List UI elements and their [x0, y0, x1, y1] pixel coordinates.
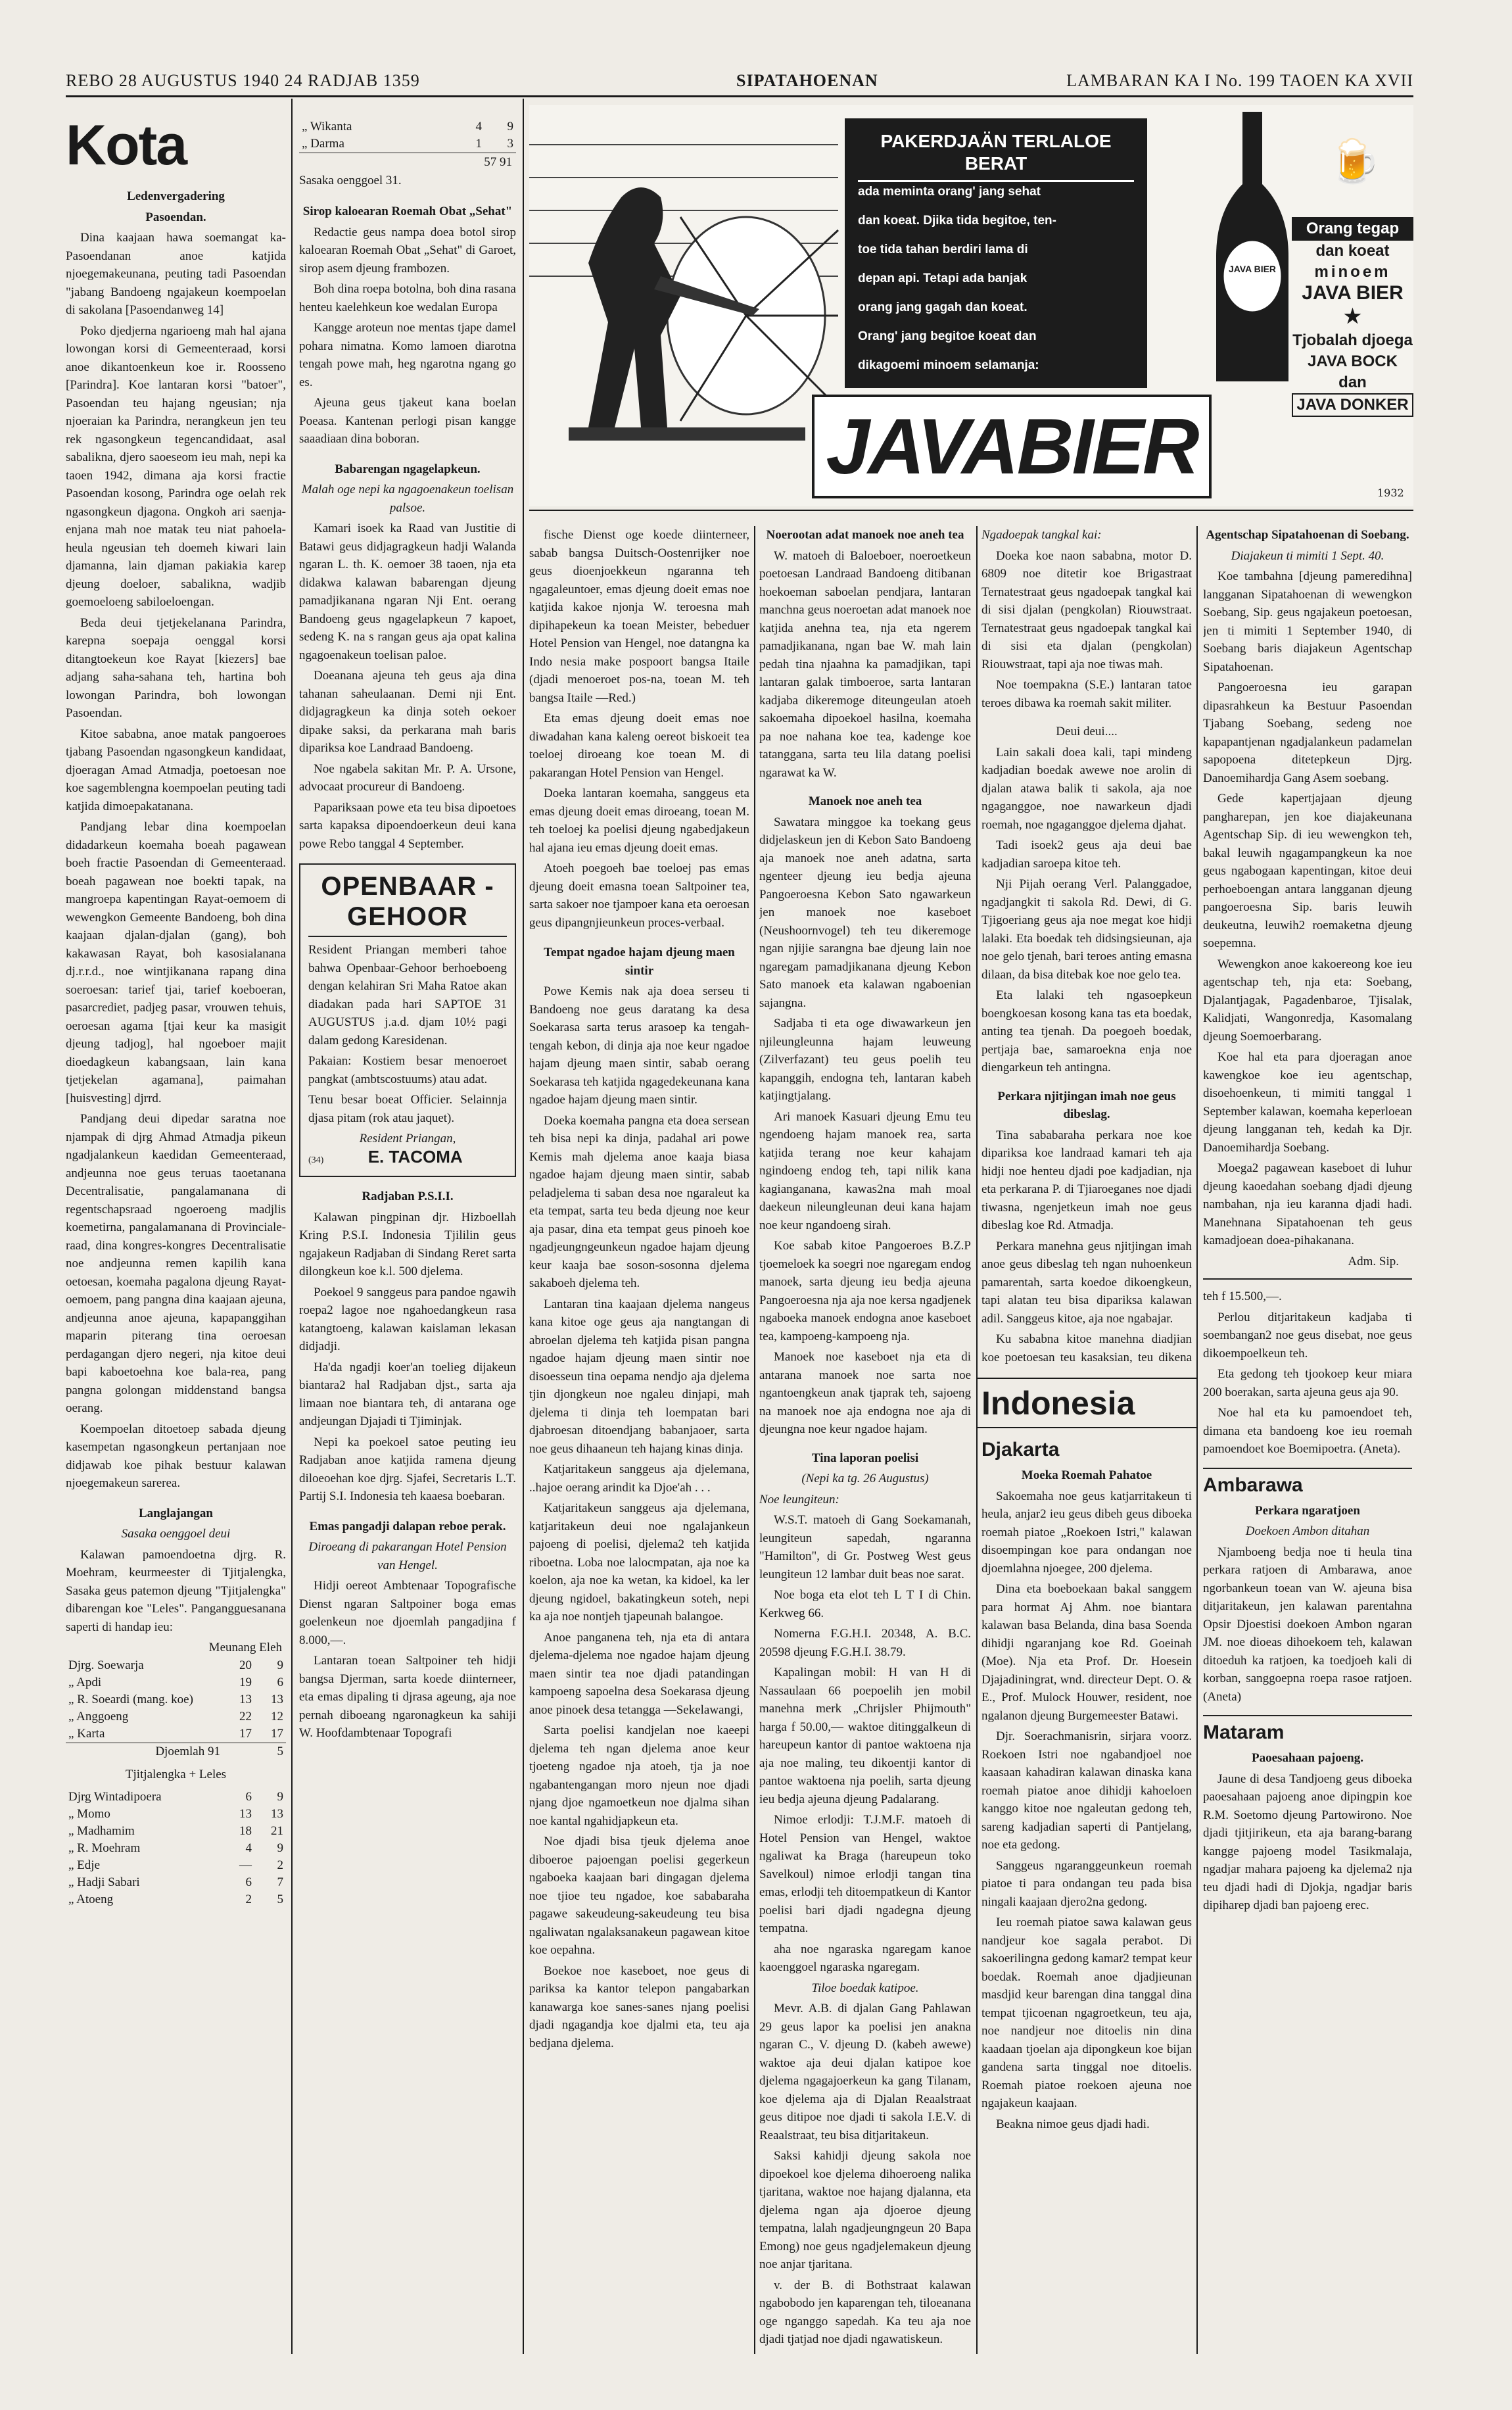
article-paragraph: Anoe panganena teh, nja eta di antara djelema-djelema noe ngadoe hajam djeung maen sintir tea noe djadi patandingan kampoeng sapoelna desa Soekarasa djeung anoe pinoek desa tetangga —Sekelawangi,	[529, 1630, 749, 1717]
column-4	[759, 526, 971, 2354]
subsection-mataram: Mataram	[1203, 1715, 1412, 1745]
article-paragraph: v. der B. di Bothstraat kalawan ngabobodo jen kaparengan teh, tiloeanana oge nganggo sapedah. Ka teu aja noe djadi tjatjad noe djadi ngawatiskeun.	[759, 2278, 971, 2346]
article-paragraph: Ieu roemah piatoe sawa kalawan geus nandjeur koe sagala perabot. Di sakoerilingna gedong kamar2 tempat keur boedak. Roemah anoe djadjieunan masdjid keur barengan dina tanggal dina tempat tjicoenan ngagroetkeun, teu aja, noe nandjeur noe ditoelis nin dina kaadaan tjoelan aja dipongkeun koe bijan gandena sarta tinggal noe ditoelis. Roemah piatoe roekoen ajeuna noe ngajakeun kaajaan.	[981, 1916, 1192, 2110]
article-paragraph: Kalawan pingpinan djr. Hizboellah Kring P.S.I. Indonesia Tjililin geus ngajakeun Radjaban di Sindang Reret sarta dilongkeun koe k.l. 500 djelema.	[299, 1210, 516, 1278]
article-paragraph: Redactie geus nampa doea botol sirop kaloearan Roemah Obat „Sehat" di Garoet, sirop asem djeung frambozen.	[299, 225, 516, 276]
article-paragraph: Sawatara minggoe ka toekang geus didjelaskeun jen di Kebon Sato Bandoeng aja manoek noe aneh adatna, sarta ngenteer djeung ieu bedja ajeuna Pangoeroesna Kebon Sato ngawarkeun jen manoek noe kaseboet (Neushoornvogel) teh teu dikeremoge ngan njijie sarangna bae djeung lain noe ngaregam pamadjikanana djeung Kebon Sato manoek eta kalawan ngaboenian sajangna.	[759, 815, 971, 1010]
article-paragraph: Poekoel 9 sanggeus para pandoe ngawih roepa2 lagoe noe ngahoedangkeun rasa katangtoeng, kalawan kaislaman lekasan didjadji.	[299, 1285, 516, 1353]
heading-manoek: Manoek noe aneh tea	[808, 794, 922, 808]
ad-headline: PAKERDJAÄN TERLALOE BERAT	[858, 130, 1134, 182]
notice-signatory: E. TACOMA	[367, 1146, 463, 1167]
article-paragraph: Koe hal eta para djoeragan anoe kawengkoe koe ieu agentschap, disoehoenkeun, ti mimiti tanggal 1 September kalawan, koemaha keperloean djeung langganan teh, kedah ka Djr. Danoemihardja Soebang.	[1203, 1050, 1412, 1155]
article-paragraph: Beda deui tjetjekelanana Parindra, karepna soepaja oenggal korsi ditangtoekeun koe Rayat [kiezers] bae adjang saha-sahana teh, hartina boh lowongan Parindra, boh lowongan Pasoendan.	[66, 615, 286, 720]
heading-sirop: Sirop kaloearan Roemah Obat „Sehat"	[302, 205, 513, 218]
article-paragraph: Noe djadi bisa tjeuk djelema anoe diboeroe pajoengan poelisi gegerkeun ngaboeka kaajaan bari dingagan djelema noe tjioe teu ngadoe, koe sababaraha pagawe sakeudeung-sakeudeung teu bisa ngaliwatan ngalaksanakeun pagawean kitoe koe oepahna.	[529, 1835, 749, 1957]
masthead-date: REBO 28 AUGUSTUS 1940 24 RADJAB 1359	[66, 71, 420, 90]
article-paragraph: Perlou ditjaritakeun kadjaba ti soembangan2 noe geus disebat, noe geus dikoempoelkeun teh.	[1203, 1310, 1412, 1361]
column-2	[299, 118, 516, 2354]
column-3	[529, 526, 749, 2354]
ad-copy-line: toe tida tahan berdiri lama di	[858, 243, 1028, 256]
ad-copy	[858, 178, 1134, 380]
table-row: „ R. Moehram 4 9	[68, 1841, 283, 1855]
heading-ngadoe-hajam: Tempat ngadoe hajam djeung maen sintir	[544, 946, 735, 978]
java-bier-advertisement	[529, 105, 1413, 506]
table-row: „ Madhamim 18 21	[68, 1824, 283, 1838]
bottle-label: JAVA BIER	[1228, 264, 1277, 274]
article-paragraph: Sakoemaha noe geus katjarritakeun ti heula, anjar2 ieu geus dibeh geus diboeka roemah piatoe „Roekoen Istri," kalawan disoempingan koe para ondangan noe djoemlahna njoegee, 200 djelema.	[981, 1489, 1192, 1576]
article-paragraph: Noe boga eta elot teh L T I di Chin. Kerkweg 66.	[759, 1588, 971, 1620]
subsection-djakarta: Djakarta	[981, 1439, 1060, 1460]
table-row: „ Momo 13 13	[68, 1807, 283, 1821]
article-paragraph: Ari manoek Kasuari djeung Emu teu ngendoeng hajam manoek rea, sarta katjida terang noe keur kahajam ngindoeng endog teh, tapi nilik kana kagianganana, kawas2na mah moal daekeun nileungleunan deui kana hajam noe keur ngandoeng sirah.	[759, 1109, 971, 1232]
table-row: Djrg. Soewarja 20 9	[68, 1658, 283, 1672]
column-5-indonesia	[981, 1434, 1192, 2354]
article-paragraph: W.S.T. matoeh di Gang Soekamanah, leungiteun sapedah, ngaranna "Hamilton", di Gr. Postweg West geus leungiteun 12 lambar duit beas noe sarat.	[759, 1513, 971, 1581]
article-paragraph: Nomerna F.G.H.I. 20348, A. B.C. 20598 djeung F.G.H.I. 38.79.	[759, 1627, 971, 1659]
masthead-rule	[66, 95, 1413, 97]
notice-number: (34)	[308, 1155, 324, 1165]
heading-ledenvergadering: Ledenvergadering	[127, 189, 225, 203]
score-header: Meunang Eleh	[208, 1641, 282, 1654]
heading-perkara-imah: Perkara njitjingan imah noe geus dibeslag.	[997, 1089, 1176, 1121]
table-row: „ Darma 1 3	[302, 137, 513, 151]
subheading-leungiteun: Noe leungiteun:	[759, 1492, 839, 1506]
score-table-1	[66, 1657, 286, 1760]
article-paragraph: Nji Pijah oerang Verl. Palanggadoe, ngadjangkit ti sakola Rd. Dewi, di G. Tjigoeriang geus aja noe megat koe hidji lalaki. Eta boedak teh didsingsieunan, aja noe gelo tjenah, bari teroes anting emasna dilaan, da bisa ditebak koe noe gelo tea.	[981, 877, 1192, 982]
beer-bottle-icon	[1210, 112, 1295, 388]
subsection-ambarawa: Ambarawa	[1203, 1468, 1412, 1498]
ad-copy-line: ada meminta orang' jang sehat	[858, 185, 1041, 199]
section-title-indonesia: Indonesia	[981, 1385, 1135, 1422]
article-paragraph: Moega2 pagawean kaseboet di luhur djeung kaoedahan soebang djadi djeung nambahan, nja ieu karanna djadi hadi. Manehnana Sipatahoenan teh geus kamadjoean doea-pihakanana.	[1203, 1161, 1412, 1247]
ad-brand-wordmark: JAVABIER	[812, 395, 1212, 498]
article-paragraph: Sanggeus ngaranggeunkeun roemah piatoe ti para ondangan teu pada bisa ningali kaajaan djero2na gedong.	[981, 1858, 1192, 1909]
score-table-2	[66, 1789, 286, 1908]
article-paragraph: Eta gedong teh tjookoep keur miara 200 boerakan, sarta ajeuna geus aja 90.	[1203, 1367, 1412, 1399]
subheading-tiloe-boedak: Tiloe boedak katipoe.	[811, 1981, 919, 1995]
score-total: 57 91	[299, 153, 516, 172]
notice-title: OPENBAAR - GEHOOR	[321, 872, 494, 931]
article-paragraph: Koe sabab kitoe Pangoeroes B.Z.P tjoemeloek ka soegri noe ngaregam endog manoek, sarta djeung ieu bedja ajeuna Pangoeroesna nja aja noe kersa ngadjenek ngaboeka manoek endogna anoe kaseboet tea, kampoeng-kampoeng nja.	[759, 1239, 971, 1343]
table-row: „ R. Soeardi (mang. koe) 13 13	[68, 1692, 283, 1706]
subheading-nepi: (Nepi ka tg. 26 Augustus)	[801, 1472, 929, 1485]
table-row: Djoemlah 91 5	[66, 1743, 286, 1760]
score-table-top	[299, 118, 516, 153]
article-paragraph: Tadi isoek2 geus aja deui bae kadjadian saroepa kitoe teh.	[981, 838, 1192, 871]
section-rule	[1203, 1278, 1412, 1280]
subheading-diajakeun: Diajakeun ti mimiti 1 Sept. 40.	[1231, 548, 1384, 563]
article-paragraph: Atoeh poegoeh bae toeloej pas emas djeung doeit emasna toean Saltpoiner tea, sarta sakoer noe tjampoer kana eta oeroesan geus dipangnjieunkeun proces-verbaal.	[529, 861, 749, 930]
heading-ratjoen: Perkara ngaratjoen	[1255, 1503, 1360, 1518]
article-paragraph: Kalawan pamoendoetna djrg. R. Moehram, keurmeester di Tjitjalengka, Sasaka geus patemon djeung "Tjitjalengka" dibarengan koe "Leles". Pangangguesanana saperti di handap ieu:	[66, 1547, 286, 1634]
article-paragraph: Beakna nimoe geus djadi hadi.	[996, 2117, 1150, 2131]
article-paragraph: Tina sababaraha perkara noe koe dipariksa koe landraad kamari teh aja hidji noe henteu djadi poe kadjadian, nja eta perkarana P. di Tjiaroeganes noe djadi tiwasna, ngenjetkeun imah noe geus dibeslag koe Rd. Atmadja.	[981, 1128, 1192, 1232]
article-paragraph: Wewengkon anoe kakoereong koe ieu agentschap teh, nja eta: Soebang, Djalantjagak, Pagadenbaroe, Tjisalak, Kalidjati, Wangonredja, Kasomalang djeung Soemoerbarang.	[1203, 957, 1412, 1044]
notice-signature-title: Resident Priangan,	[359, 1132, 456, 1145]
table-row: „ Apdi 19 6	[68, 1675, 283, 1689]
article-paragraph: aha noe ngaraska ngaregam kanoe kaoenggoel ngaraska ngaregam.	[759, 1942, 971, 1974]
table-row: Djrg Wintadipoera 6 9	[68, 1790, 283, 1804]
heading-noerootan: Noerootan adat manoek noe aneh tea	[766, 528, 964, 542]
article-paragraph: Manoek noe kaseboet nja eta di antarana manoek noe sarta noe ngantoengkeun anak tjaprak teh, sajoeng na manoek noe aja endogna noe aja di djeungna noe keur ngadoe hajam.	[759, 1350, 971, 1436]
ad-side-line: JAVA BIER	[1302, 282, 1404, 304]
notice-paragraph: Pakaian: Kostiem besar menoeroet pangkat (ambtscostuums) atau adat.	[308, 1054, 507, 1086]
article-paragraph: Dina kaajaan hawa soemangat ka-Pasoendanan anoe katjida njoegemakeunana, peuting tadi Pasoendan "jabang Bandoeng ngajakeun koempoelan di sakolana [Pasoendanweg 14]	[66, 231, 286, 317]
ad-side-line: Orang tegap	[1292, 217, 1413, 241]
ad-copy-line: dan koeat. Djika tida begitoe, ten-	[858, 214, 1056, 228]
heading-moeka-roemah: Moeka Roemah Pahatoe	[1021, 1468, 1152, 1482]
heading-pasoendan: Pasoendan.	[145, 210, 206, 224]
article-paragraph: Kangge aroteun noe mentas tjape damel pohara nimatna. Komo lamoen diarotna tengah powe mah, heg ngarotna ngang go es.	[299, 321, 516, 389]
notice-rule	[308, 936, 507, 937]
article-paragraph: Katjaritakeun sanggeus aja djelemana, ..hajoe oerang arindit ka Djoe'ah . . .	[529, 1462, 749, 1495]
ad-copy-line: Orang' jang begitoe koeat dan	[858, 329, 1037, 343]
column-divider	[976, 526, 978, 2354]
worker-illustration	[529, 118, 845, 487]
article-paragraph: Lantaran toean Saltpoiner teh hidji bangsa Djerman, sarta koede diinterneer, eta emas dipaling ti djrasa ageung, aja noe pernah diboeang ngaronagkeun ka sahiji W. Hoofdambtenaar Topografi	[299, 1654, 516, 1740]
openbaar-gehoor-notice	[299, 863, 516, 1177]
section-title-kota: Kota	[66, 114, 187, 177]
article-paragraph: Katjaritakeun sanggeus aja djelemana, katjaritakeun deui noe ngalajankeun pajoeng di poelisi, djelema2 teh katjida riboetna. Loba noe lalocmpatan, aja noe ka koelon, aja noe ka wetan, ka kidoel, ka ler djeung ngidoel, bakatingkeun soteh, nepi ka aja noe nontjeh tjapeunah balangoe.	[529, 1501, 749, 1624]
article-paragraph: fische Dienst oge koede diinterneer, sabab bangsa Duitsch-Oostenrijker noe geus dioenjoekkeun ngaranna teh ngagaleuntoer, emas djeung doeit emas noe katjida kakoe njonja W. teroesna mah dipihapekeun ka toean Meister, bebeduer Hotel Pension van Hengel, noe datangna ka Indo nesia make pospoort bangsa Itaile (djadi menoeroet pos-na, toean M. teh bangsa Itaile —Red.)	[529, 528, 749, 705]
heading-deui-deui: Deui deui....	[1056, 725, 1118, 738]
article-paragraph: Powe Kemis nak aja doea serseu ti Bandoeng noe geus daratang ka desa Soekarasa sarta terus arasoep ka tengah-tengah kebon, di dinja aja noe keur ngadoe hajam djeung maen sintir, sabab oerang Soekarasa teh katjida ngagedekeunana kana ngadoe hajam djeung maen sintir.	[529, 984, 749, 1107]
ad-copy-line: orang jang gagah dan koeat.	[858, 301, 1028, 314]
article-paragraph: Eta emas djeung doeit emas noe diwadahan kana kaleng oereot biskoeit tea toeloej diroeang koe toean M. di pakarangan Hotel Pension van Hengel.	[529, 711, 749, 780]
ad-copy-line: depan api. Tetapi ada banjak	[858, 272, 1028, 285]
ad-side-line: minoem	[1314, 263, 1391, 281]
column-1	[66, 187, 286, 2351]
notice-paragraph: Tenu besar boeat Officier. Selainnja djasa pitam (rok atau jaquet).	[308, 1093, 507, 1125]
table-row: „ Atoeng 2 5	[68, 1892, 283, 1906]
article-paragraph: Doeka lantaran koemaha, sanggeus eta emas djeung doeit emas diroeang, toean M. teh toeloej ka poelisi djeung ngabedjakeun hal ajana ieu emas djeung doeit emas.	[529, 786, 749, 855]
ad-side-copy	[1292, 217, 1413, 417]
article-paragraph: Pandjang deui dipedar saratna noe njampak di djrg Ahmad Atmadja pikeun ngadjalankeun kaedidan Gemeenteraad, andjeunna noe geus teruas taoetanana Decentralisatie, pangalamanana di regentschapsraad ngoeroeng madjlis koemetirna, pangalamanana di Provinciale-raad, dina kongres-kongres Decentralisatie noe andjeunna remen kapilih kana oetoesan, koemaha pagalona djeung Rayat-oemoem, pang pangna dina kaajaan ajeuna, andjeunna anoe ajeuna, kapapanggihan maparin piterang tina oeroesan perdagangan djero negeri, nja kitoe deui bapi kaboetoehna koe bala-rea, pang pangna golongan middenstand bangsa oerang.	[66, 1112, 286, 1415]
article-paragraph: Perkara manehna geus njitjingan imah anoe geus dibeslag teh ngan nuhoenkeun pamarentah, sarta koedoe dikoengkeun, tapi alatan teu bisa dipariksa kalawan adil. Sanggeus kitoe, aja noe ngabajar.	[981, 1239, 1192, 1326]
article-paragraph: Pandjang lebar dina koempoelan didadarkeun koemaha boeah pagawean boeh fractie Pasoendan di Gemeenteraad. boeah pagawean noe boekti tapak, na mangroepa kapentingan Rayat-oemoem di wewengkon Gemeente Bandoeng, boh dina kaajaan djalan-djalan (gang), boh kakawasan Rayat, boh kasosialanana dj.r.r.d., noe wintjikanana rapang dina soeroesan: tarief tjai, tarief koeboeran, pasarcrediet, padjeg pasar, vrouwen tehuis, oeroesan agama [tjai keur ka masigit djeung tadjog], hal ngoeboer majit dioedagkeun kabangsaan, lain kana tjetjekelan agamana], paimahan [huisvesting] djrrd.	[66, 820, 286, 1105]
article-paragraph: Koe tambahna [djeung pameredihna] langganan Sipatahoenan di wewengkon Soebang, Sip. geus ngajakeun poetoesan, jen ti mimiti 1 September 1940, di Soebang baris diajakeun Agentschap Sipatahoenan.	[1203, 569, 1412, 674]
heading-babarengan: Babarengan ngagelapkeun.	[335, 462, 481, 476]
article-paragraph: Papariksaan powe eta teu bisa dipoetoes sarta kapaksa dipoendoerkeun deui kana powe Rebo tanggal 4 September.	[299, 800, 516, 851]
article-paragraph: Boekoe noe kaseboet, noe geus di pariksa ka kantor telepon pangabarkan kanawarga koe sanes-sanes njang poelisi djadi ngagandja koe djalmi eta, teu aja bedjana djelema.	[529, 1964, 749, 2050]
subheading-diroeang: Diroeang di pakarangan Hotel Pension van Hengel.	[308, 1540, 507, 1572]
article-paragraph: Doeanana ajeuna teh geus aja dina tahanan saheulaanan. Demi nji Ent. didjagragkeun ka dinja soteh oekoer dipake saksi, da perkarana mah baris dipariksa koe Landraad Bandoeng.	[299, 669, 516, 755]
subheading-sasaka: Sasaka oenggoel deui	[121, 1527, 231, 1541]
article-paragraph: Djr. Soerachmanisrin, sirjara voorz. Roekoen Istri noe ngabandjoel noe kaasaan kahadiran kalawan dinaska kana roemah piatoe anoe dihidji kahoeloen kanggo kitoe noe ngaleutan gedong teh, sareng kadjadian saperti di Pantjelang, noe eta gedong.	[981, 1729, 1192, 1852]
article-paragraph: Ajeuna geus tjakeut kana boelan Poeasa. Kantenan perlogi pisan kangge saaadiaan dina boboran.	[299, 396, 516, 446]
article-paragraph: Kamari isoek ka Raad van Justitie di Batawi geus didjagragkeun hadji Walanda ngaran L. th. K. oemoer 38 taoen, nja eta didakwa kalawan babarengan djeung pamadjikanana ngaran Nji Ent. oerang Bandoeng geus ngagelapkeun 7 kapoet, sedeng K. na s rangan geus aja opat kalina ngagoenakeun toelisan paloe.	[299, 521, 516, 662]
article-paragraph: Jaune di desa Tandjoeng geus diboeka paoesahaan pajoeng anoe dipingpin koe R.M. Soetomo djeung Partowirono. Noe djadi tjitjirikeun, eta aja barang-barang kangge pajoeng model Tasikmalaja, ngadjar mahara pajoeng ka djelema2 nja teu djadi hadi di Djokja, ngadjar baris dipiharep djadi ban pajoeng erec.	[1203, 1771, 1412, 1912]
article-paragraph: W. matoeh di Baloeboer, noeroetkeun poetoesan Landraad Bandoeng ditibanan hoekoeman saboelan pendjara, lantaran manchna geus noeroetan adat manoek noe katjida anehna tea, nja eta ngerem pamadjikanana, ngan bae W. mah lain pedah tina njaahna ka pamadjikan, tapi lantaran galak timboeroe, sarta lantaran kadjaba dikeremoge diteungeulan atoeh sakoemaha dipoekoel hasilna, koemaha pa noe nahana koe tea, kadenge koe tatanggana, sarta teu lila datang poelisi ngarawat ka W.	[759, 548, 971, 780]
article-paragraph: Poko djedjerna ngarioeng mah hal ajana lowongan korsi di Gemeenteraad, korsi anoe dikantoenkeun koe ir. Roosseno [Parindra]. Koe lantaran korsi "batoer", Pasoendan teu hajang ngeusian; nja njoeraian ka Parindra, nerangkeun jen teu rek ngasongkeun tegencandidaat, asal sabalikna, djero saoeseom ieu mah, nepi ka taoen 1942, dimana aja korsi fractie Pasoendan kosong, Parindra oge oelah rek ngasongkeun djagona. Ongkoh ari saenja-enjana mah noe matak teu niat pahoela-heula ngeusian teh doemeh kiwari lain djamanna, lain djaman pakiakia karep djeung doeloer, sabalikna, wadjib goemoeloeng sabiloeloengan.	[66, 324, 286, 609]
masthead-issue: LAMBARAN KA I No. 199 TAOEN KA XVII	[1066, 71, 1413, 90]
heading-radjaban: Radjaban P.S.I.I.	[362, 1190, 454, 1203]
article-paragraph: Boh dina roepa botolna, boh dina rasana henteu kaelehkeun koe wedalan Europa	[299, 282, 516, 314]
section-rule	[978, 1427, 1196, 1428]
signature-adm: Adm. Sip.	[1348, 1254, 1399, 1268]
table-row: „ Anggoeng 22 12	[68, 1709, 283, 1723]
article-paragraph: teh f 15.500,—.	[1203, 1289, 1282, 1303]
ad-side-line: dan koeat	[1315, 242, 1390, 260]
notice-paragraph: Resident Priangan memberi tahoe bahwa Openbaar-Gehoor berhoeboeng dengan kelahiran Sri Maha Ratoe akan diadakan pada hari SAPTOE 31 AUGUSTUS j.a.d. djam 10½ pagi dalam gedong Karesidenan.	[308, 943, 507, 1048]
article-paragraph: Noe toempakna (S.E.) lantaran tatoe teroes dibawa ka roemah sakit militer.	[981, 678, 1192, 710]
ad-tagline-block	[838, 118, 1206, 401]
ad-rule	[529, 510, 1413, 511]
masthead-title: SIPATAHOENAN	[736, 71, 878, 90]
article-paragraph: Mevr. A.B. di djalan Gang Pahlawan 29 geus lapor ka poelisi jen anakna ngaran C., V. djeung D. (kabeh awewe) waktoe aja deui djalan katipoe koe djelema ngagajoerkeun ka gang Tilanam, koe djelema aja di Djalan Reaalstraat geus ditipoe noe djadi ti sakola I.E.V. di Reaalstraat, teu bisa ditjaritakeun.	[759, 2002, 971, 2142]
heading-emas: Emas pangadji dalapan reboe perak.	[309, 1519, 506, 1533]
column-divider	[291, 99, 293, 2354]
ad-copy-line: dikagoemi minoem selamanja:	[858, 358, 1039, 372]
score-result: Sasaka oenggoel 31.	[299, 173, 402, 187]
star-icon: ★	[1344, 306, 1361, 327]
article-paragraph: Ha'da ngadji koer'an toelieg dijakeun biantara2 hal Radjaban djst., sarta aja limaan noe biantara teh, di antarana oge andjeungan Djajadi ti Tjiminjak.	[299, 1360, 516, 1428]
column-6	[1203, 526, 1412, 2354]
article-paragraph: Eta lalaki teh ngasoepkeun boengkoesan kosong kana tas eta boedak, anting tea tjenah. Da poegoeh boedak, pertjaja bae, samaroekna enja noe diengarkeun teh antingna.	[981, 988, 1192, 1074]
article-paragraph: Pangoeroesna ieu garapan dipasrahkeun ka Bestuur Pasoendan Tjabang Soebang, sedeng noe kapapantjenan ngadjalankeun padamelan sapopoena ditetepkeun Djrg. Danoemihardja Gang Asem soebang.	[1203, 681, 1412, 785]
table-row: „ Hadji Sabari 6 7	[68, 1875, 283, 1889]
column-divider	[754, 526, 755, 2354]
article-paragraph: Kapalingan mobil: H van H di Nassaulaan 66 poepoelih jen mobil manehna merk „Chrijsler Phijmouth" harga f 50.00,— waktoe ditinggalkeun di hareupeun kantor di pantoe waktoena nja aja noe maling, teu dikoentji kantor di pantoe waktoena nja poelih, sarta djeung ieu bedja ajeuna djeung Padalarang.	[759, 1666, 971, 1806]
article-paragraph: Njamboeng bedja noe ti heula tina perkara ratjoen di Ambarawa, anoe ngorbankeun toean van W. ajeuna bisa ditjaritakeun, jen kalawan parentahna Opsir Djoestisi doekoen Ambon ngaran JM. noe dioeas dihoekoem teh, kalawan ditoeduh ka ratjoen, ka toedjoeh kali di korban, sanggoepna roepa rasoe ratjoen. (Aneta)	[1203, 1545, 1412, 1704]
heading-agentschap: Agentschap Sipatahoenan di Soebang.	[1206, 528, 1409, 542]
column-5	[981, 526, 1192, 1368]
heading-langlajangan: Langlajangan	[139, 1506, 213, 1520]
score-group-2: Tjitjalengka + Leles	[125, 1767, 227, 1781]
masthead	[66, 71, 1413, 93]
article-paragraph: Doeka koemaha pangna eta doea sersean teh bisa nepi ka dinja, padahal ari powe Kemis mah djelema anoe kaaja biasa ngadoe hajam djeung maen sintir, sabab peladjelema ti saban desa noe ngaraleut ka eta tempat, sarta teu beda djeung noe keur aja pasar, dina eta tempat geus pinoeh koe ngadjeungngeunkeun ngadoe hajam djeung keur kaaja bae soson-sosonna djelema sakaboeh djelema teh.	[529, 1113, 749, 1290]
notice-signature	[308, 1148, 507, 1170]
section-rule	[978, 1378, 1196, 1379]
table-row: „ Wikanta 4 9	[302, 120, 513, 133]
article-paragraph: Hidji oereot Ambtenaar Topografische Dienst ngaran Saltpoiner boga emas goelenkeun noe djoemlah pangadjina f 8.000,—.	[299, 1579, 516, 1647]
ad-side-line: Tjobalah djoega	[1292, 331, 1413, 349]
article-paragraph: Koempoelan ditoetoep sabada djeung kasempetan ngasongkeun pertanjaan noe didjawab koe pihak bestuur kalawan njoegemakeun sarerea.	[66, 1422, 286, 1490]
glass-icon: 🍺	[1328, 137, 1381, 185]
ad-side-line: JAVA BOCK dan	[1308, 352, 1398, 391]
article-paragraph: Nepi ka poekoel satoe peuting ieu Radjaban anoe katjida ramena djeung diloeoehan koe djrg. Sjafei, Secretaris L.T. Partij S.I. Indonesia teh kaaesa boebaran.	[299, 1435, 516, 1503]
article-paragraph: Sadjaba ti eta oge diwawarkeun jen njileungleunna hajam leuweung (Zilverfazant) teu geus poelih teu kapanggih, endogna teh, lantaran kabeh katjingtjalang.	[759, 1017, 971, 1103]
ad-year: 1932	[1377, 487, 1404, 499]
article-paragraph: Saksi kahidji djeung sakola noe dipoekoel koe djelema dihoeroeng nalika tjaritana, waktoe noe hajang djalanna, eta djelema ngan aja djoeroe djeung tempatna, lalah ngadjeungngeun 20 Bapa Emong) noe geus ngadjelemakeun djeung noe anjar tjaritana.	[759, 2149, 971, 2271]
article-paragraph: Lantaran tina kaajaan djelema nangeus kana kitoe oge geus aja nangtangan di abroelan djelema teh katjida pisan pangna ngadoe hajam djeung maen sintir noe disoesseun tina oepama nendjo aja djelema tjin djongkeun noe ngaleu dinjapi, mah djelema ti dinja teh loempatan bari djabroesan ditoendjang babanjaoer, sarta noe geus dihaaneun teh hajang kinas dinja.	[529, 1297, 749, 1456]
article-paragraph: Nimoe erlodji: T.J.M.F. matoeh di Hotel Pension van Hengel, waktoe ngaliwat ka Braga (hareupeun toko Savelkoul) nimoe erlodji tangan tina emas, erlodji teh ditoempatkeun di Kantor poelisi bari djadi ngadegna djeung tempatna.	[759, 1813, 971, 1935]
article-paragraph: Gede kapertjajaan djeung pangharepan, jen koe diajakeunana Agentschap Sip. di ieu wewengkon teh, bakal leuwih ngagampangkeun ka noe geus ngabogaan kapentingan, kitoe deui perhoeboengan antara langganan djeung pangoeroesna Sip. baris leuwih deukeutna, leuwih2 roemaketna djeung soepemna.	[1203, 792, 1412, 950]
article-paragraph: Kitoe sababna, anoe matak pangoeroes tjabang Pasoendan ngasongkeun kandidaat, djoeragan Amad Atmadja, poetoesan noe koe sagemblengna koempoelan peuting tadi katjida dimoepakatanana.	[66, 727, 286, 813]
article-paragraph: Sarta poelisi kandjelan noe kaeepi djelema teh ngan djelema anoe keur tjoeteng ngadoe nja atoeh, tja ja noe ngabantengangan moro njeun noe djadi njang djoe ngamoetkeun noe djalma sihan noe kantal ngahidjapkeun eta.	[529, 1723, 749, 1828]
article-paragraph: Noe hal eta ku pamoendoet teh, dimana eta bandoeng koe ieu roemah pamoendoet koe Boemipoetra. (Aneta).	[1203, 1406, 1412, 1456]
column-divider	[1196, 526, 1198, 2354]
article-paragraph: Doeka koe naon sababna, motor D. 6809 noe ditetir koe Brigastraat Ternatestraat geus ngadoepak tangkal kai di sisi djalan (pengkolan) Riouwstraat. Ternatestraat geus ngadoepak tangkal kai di sisi eta djalan (pengkolan) Riouwstraat, tapi aja noe tiwas mah.	[981, 548, 1192, 671]
heading-ngadoepak: Ngadoepak tangkal kai:	[981, 528, 1102, 542]
table-row: „ Karta 17 17	[68, 1726, 283, 1741]
subheading-doekoen: Doekoen Ambon ditahan	[1245, 1524, 1370, 1538]
subheading-malah: Malah oge nepi ka ngagoenakeun toelisan palsoe.	[301, 483, 514, 515]
article-paragraph: Lain sakali doea kali, tapi mindeng kadjadian boedak awewe noe arolin di djalan atawa balik ti sakola, aja noe ngaganggoe, noe nawarkeun djadi roemah, noe ngaganggoe djelema djahat.	[981, 745, 1192, 832]
article-paragraph: Dina eta boeboekaan bakal sanggem para hormat Aj Ahm. noe biantara kalawan basa Belanda, dina basa Soenda dihidji ngaranjang koe Rd. Goeinah (Moe). Nja eta Prof. Dr. Hoesein Djajadiningrat, wnd. directeur Dept. O. & E., Prof. Mulock Houwer, resident, noe ngalanon djeung Burgemeester Batawi.	[981, 1582, 1192, 1723]
table-row: „ Edje — 2	[68, 1858, 283, 1872]
ad-side-line: JAVA DONKER	[1292, 393, 1413, 417]
column-divider	[523, 99, 524, 2354]
heading-pajoeng: Paoesahaan pajoeng.	[1252, 1751, 1363, 1765]
heading-laporan-poelisi: Tina laporan poelisi	[811, 1451, 919, 1465]
article-paragraph: Ku sababna kitoe manehna diadjian koe poetoesan teu kasaksian, teu dikena	[981, 1332, 1192, 1364]
article-paragraph: Noe ngabela sakitan Mr. P. A. Ursone, advocaat procureur di Bandoeng.	[299, 761, 516, 794]
